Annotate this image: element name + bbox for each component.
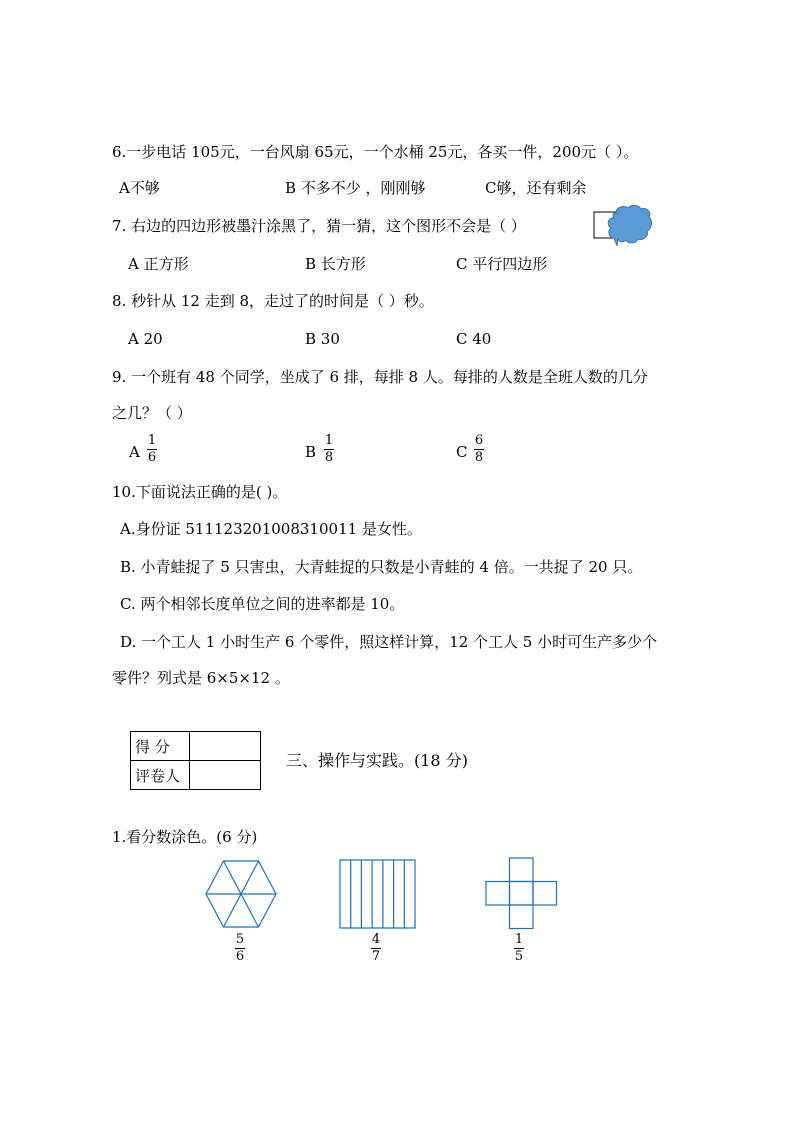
q7-option-b: B 长方形 [305,255,366,273]
rectangle-strips-figure[interactable] [339,859,416,929]
numerator: 6 [474,433,484,448]
denominator: 8 [474,449,484,465]
cross-square-top [510,858,534,882]
hexagon-fraction [235,933,245,963]
q8-option-c: C 40 [456,330,492,348]
score-label: 得 分 [131,732,190,761]
q8-stem: 8. 秒针从 12 走到 8，走过了的时间是（ ）秒。 [112,292,434,310]
denominator: 6 [147,449,157,465]
q10-option-a: A.身份证 511123201008310011 是女性。 [120,520,422,538]
q9-stem-line1: 9. 一个班有 48 个同学，坐成了 6 排，每排 8 人。每排的人数是全班人数的几分 [112,368,648,386]
q7-stem: 7. 右边的四边形被墨汁涂黑了，猜一猜，这个图形不会是（ ） [112,217,526,235]
q10-option-c: C. 两个相邻长度单位之间的进率都是 10。 [120,595,405,613]
q8-option-b: B 30 [305,330,340,348]
q9-option-c-fraction [474,434,484,464]
hexagon-figure[interactable] [205,860,277,928]
q9-option-a-label: A [129,443,140,461]
q6-option-c: C够，还有剩余 [485,179,587,197]
q6-stem: 6.一步电话 105元，一台风扇 65元，一个水桶 25元，各买一件，200元（ ）。 [112,143,639,161]
section-3-title: 三、操作与实践。(18 分) [286,751,468,770]
cross-square-left [486,882,510,906]
denominator: 8 [324,449,334,465]
numerator: 5 [235,932,245,947]
denominator: 5 [514,948,524,964]
numerator: 4 [371,932,381,947]
numerator: 1 [514,932,524,947]
q7-option-a: A 正方形 [128,255,189,273]
cross-square-center [510,882,534,906]
grader-label: 评卷人 [131,761,190,790]
denominator: 7 [371,948,381,964]
q9-option-c-label: C [456,443,468,461]
rectangle-fraction [371,933,381,963]
q9-stem-line2: 之几？（ ） [112,404,192,422]
cross-square-right [533,882,557,906]
q10-option-d-line2: 零件？列式是 6×5×12 。 [112,669,290,687]
q9-option-b-label: B [305,443,317,461]
q8-option-a: A 20 [128,330,163,348]
s3q1-stem: 1.看分数涂色。(6 分) [112,828,258,846]
numerator: 1 [147,433,157,448]
q7-option-c: C 平行四边形 [456,255,548,273]
q9-option-a-fraction [147,434,157,464]
q10-option-b: B. 小青蛙捉了 5 只害虫，大青蛙捉的只数是小青蛙的 4 倍。一共捉了 20 只。 [120,558,643,576]
score-field[interactable] [190,732,261,761]
q6-option-b: B 不多不少 ，刚刚够 [285,179,426,197]
q9-option-b-fraction [324,434,334,464]
cross-square-bottom [510,905,534,929]
q10-option-d-line1: D. 一个工人 1 小时生产 6 个零件，照这样计算，12 个工人 5 小时可生产多少个 [120,633,658,651]
q6-option-a: A不够 [119,179,160,197]
grader-field[interactable] [190,761,261,790]
score-table [130,731,261,790]
numerator: 1 [324,433,334,448]
cross-fraction [514,933,524,963]
ink-blot-quadrilateral-figure [590,205,652,253]
q10-stem: 10.下面说法正确的是( )。 [112,483,288,501]
cross-figure[interactable] [485,857,558,930]
denominator: 6 [235,948,245,964]
